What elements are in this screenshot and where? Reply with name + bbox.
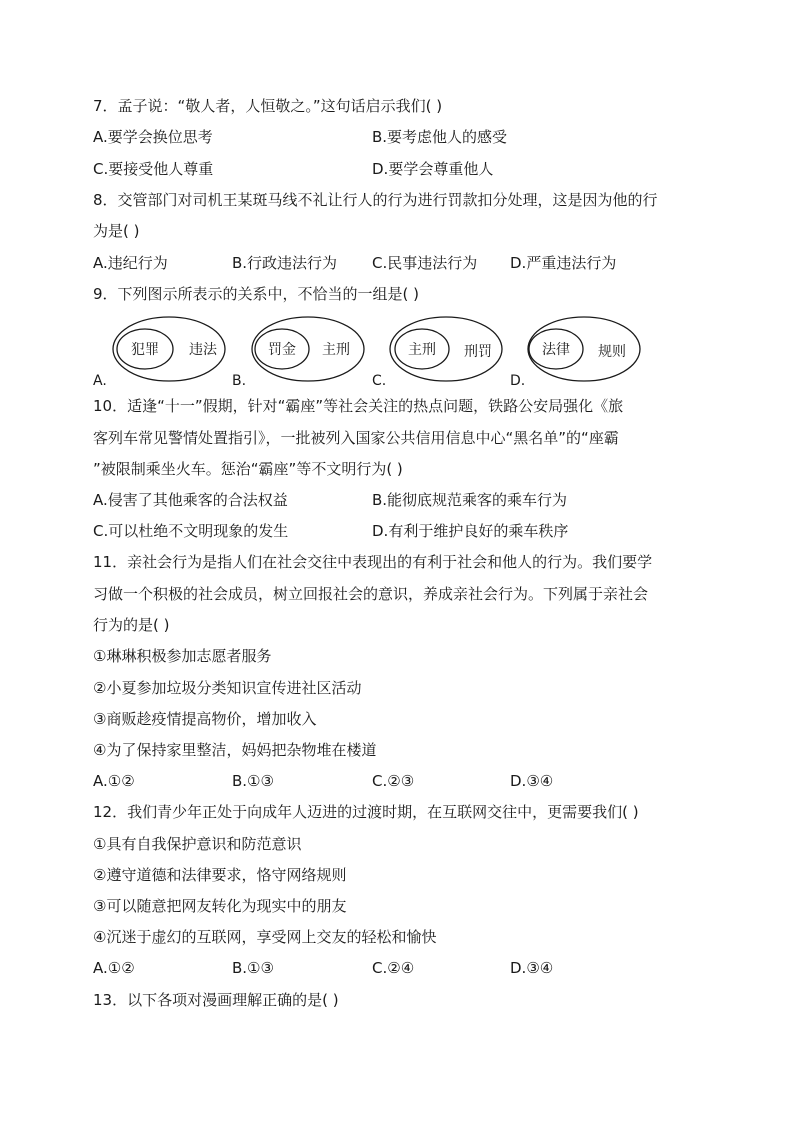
q9d-letter: D. (510, 373, 526, 389)
q10-option-d: D.有利于维护良好的乘车秩序 (372, 522, 569, 540)
q8-option-b: B.行政违法行为 (232, 254, 338, 272)
q9-diagram-d (510, 315, 650, 394)
q11-option-c: C.②③ (372, 772, 415, 790)
q9d-inner-label: 法律 (542, 342, 570, 358)
q11-item-4: ④为了保持家里整洁，妈妈把杂物堆在楼道 (93, 741, 377, 759)
q12-option-c: C.②④ (372, 959, 415, 977)
q12-item-4: ④沉迷于虚幻的互联网，享受网上交友的轻松和愉快 (93, 928, 437, 946)
q12-option-b: B.①③ (232, 959, 274, 977)
q11-option-d: D.③④ (510, 772, 554, 790)
q9-diagram-c (372, 315, 512, 394)
question-12-stem: 12．我们青少年正处于向成年人迈进的过渡时期，在互联网交往中，更需要我们( ) (93, 803, 639, 821)
question-10-stem-line3: ”被限制乘坐火车。惩治“霸座”等不文明行为( ) (93, 460, 403, 478)
question-13-stem: 13．以下各项对漫画理解正确的是( ) (93, 991, 339, 1009)
q8-option-a: A.违纪行为 (93, 254, 168, 272)
q9b-letter: B. (232, 373, 247, 389)
q12-option-d: D.③④ (510, 959, 554, 977)
q9-diagram-b (232, 315, 372, 394)
q11-item-2: ②小夏参加垃圾分类知识宣传进社区活动 (93, 679, 362, 697)
q11-item-1: ①琳琳积极参加志愿者服务 (93, 647, 272, 665)
q9b-outer-label: 主刑 (322, 342, 350, 358)
q7-option-b: B.要考虑他人的感受 (372, 128, 508, 146)
q9-diagram-a (93, 315, 233, 394)
q12-option-a: A.①② (93, 959, 135, 977)
q8-option-c: C.民事违法行为 (372, 254, 478, 272)
q9b-inner-label: 罚金 (268, 342, 296, 358)
q11-item-3: ③商贩趁疫情提高物价，增加收入 (93, 710, 317, 728)
question-11-stem-line3: 行为的是( ) (93, 616, 170, 634)
question-11-stem-line1: 11．亲社会行为是指人们在社会交往中表现出的有利于社会和他人的行为。我们要学 (93, 553, 653, 571)
question-10-stem-line2: 客列车常见警情处置指引》，一批被列入国家公共信用信息中心“黑名单”的“座霸 (93, 429, 619, 447)
q9a-letter: A. (93, 373, 107, 389)
question-10-stem-line1: 10．适逢“十一”假期，针对“霸座”等社会关注的热点问题，铁路公安局强化《旅 (93, 397, 624, 415)
question-8-stem-line2: 为是( ) (93, 222, 140, 240)
question-9-stem: 9．下列图示所表示的关系中，不恰当的一组是( ) (93, 285, 420, 303)
q12-item-2: ②遵守道德和法律要求，恪守网络规则 (93, 866, 347, 884)
q9d-outer-label: 规则 (598, 344, 626, 360)
q7-option-c: C.要接受他人尊重 (93, 160, 214, 178)
q12-item-3: ③可以随意把网友转化为现实中的朋友 (93, 897, 347, 915)
q7-option-a: A.要学会换位思考 (93, 128, 213, 146)
question-8-stem-line1: 8．交管部门对司机王某斑马线不礼让行人的行为进行罚款扣分处理，这是因为他的行 (93, 191, 658, 209)
q9c-outer-label: 刑罚 (464, 344, 492, 360)
q11-option-a: A.①② (93, 772, 135, 790)
q12-item-1: ①具有自我保护意识和防范意识 (93, 835, 302, 853)
question-7-stem: 7．孟子说：“敬人者，人恒敬之。”这句话启示我们( ) (93, 97, 443, 115)
q9c-letter: C. (372, 373, 387, 389)
q9c-inner-label: 主刑 (408, 342, 436, 358)
q10-option-b: B.能彻底规范乘客的乘车行为 (372, 491, 568, 509)
q9a-inner-label: 犯罪 (131, 342, 159, 358)
q8-option-d: D.严重违法行为 (510, 254, 617, 272)
q10-option-c: C.可以杜绝不文明现象的发生 (93, 522, 289, 540)
q11-option-b: B.①③ (232, 772, 274, 790)
q7-option-d: D.要学会尊重他人 (372, 160, 494, 178)
question-11-stem-line2: 习做一个积极的社会成员，树立回报社会的意识，养成亲社会行为。下列属于亲社会 (93, 585, 649, 603)
q9a-outer-label: 违法 (189, 342, 217, 358)
q10-option-a: A.侵害了其他乘客的合法权益 (93, 491, 288, 509)
